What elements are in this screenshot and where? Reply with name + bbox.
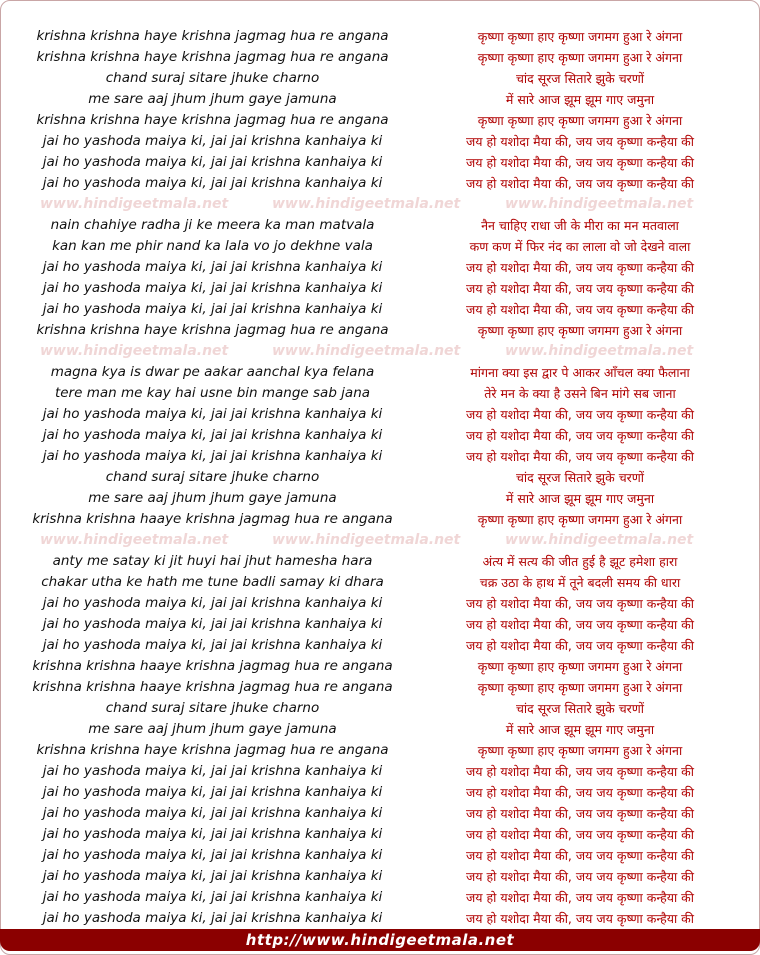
lyric-english: jai ho yashoda maiya ki, jai jai krishna kanhaiya ki (42, 763, 383, 779)
lyric-english: jai ho yashoda maiya ki, jai jai krishna kanhaiya ki (42, 784, 383, 800)
lyric-english: jai ho yashoda maiya ki, jai jai krishna kanhaiya ki (42, 595, 383, 611)
watermark-row (0, 530, 760, 551)
watermark-text: www.hindigeetmala.net (272, 343, 461, 359)
lyric-english: jai ho yashoda maiya ki, jai jai krishna kanhaiya ki (42, 427, 383, 443)
lyric-hindi: जय हो यशोदा मैया की, जय जय कृष्णा कन्हैया की (465, 617, 695, 632)
watermark-row (0, 194, 760, 215)
lyric-english: jai ho yashoda maiya ki, jai jai krishna kanhaiya ki (42, 301, 383, 317)
lyric-hindi: जय हो यशोदा मैया की, जय जय कृष्णा कन्हैया की (465, 848, 695, 863)
lyric-line (0, 635, 760, 656)
lyric-english: kan kan me phir nand ka lala vo jo dekhne vala (52, 238, 373, 254)
lyric-hindi: कृष्णा कृष्णा हाए कृष्णा जगमग हुआ रे अंगना (477, 29, 683, 44)
lyric-hindi: जय हो यशोदा मैया की, जय जय कृष्णा कन्हैया की (465, 302, 695, 317)
lyric-english: krishna krishna haye krishna jagmag hua re angana (36, 112, 389, 128)
lyric-line (0, 887, 760, 908)
lyric-hindi: जय हो यशोदा मैया की, जय जय कृष्णा कन्हैया की (465, 869, 695, 884)
lyric-english: me sare aaj jhum jhum gaye jamuna (88, 721, 337, 737)
lyric-line (0, 845, 760, 866)
lyric-hindi: चक्र उठा के हाथ में तूने बदली समय की धारा (479, 575, 681, 590)
lyric-line (0, 467, 760, 488)
lyric-english: krishna krishna haye krishna jagmag hua re angana (36, 322, 389, 338)
lyric-line (0, 257, 760, 278)
lyric-line (0, 572, 760, 593)
lyric-line (0, 803, 760, 824)
lyric-hindi: अंत्य में सत्य की जीत हुई है झूट हमेशा हारा (482, 554, 678, 569)
lyric-english: krishna krishna haaye krishna jagmag hua re angana (32, 658, 393, 674)
lyric-line (0, 152, 760, 173)
lyric-hindi: मांगना क्या इस द्वार पे आकर आँचल क्या फैलाना (470, 365, 690, 380)
lyric-english: jai ho yashoda maiya ki, jai jai krishna kanhaiya ki (42, 889, 383, 905)
lyric-hindi: कृष्णा कृष्णा हाए कृष्णा जगमग हुआ रे अंगना (477, 50, 683, 65)
lyric-line (0, 404, 760, 425)
lyric-english: jai ho yashoda maiya ki, jai jai krishna kanhaiya ki (42, 847, 383, 863)
lyric-hindi: कृष्णा कृष्णा हाए कृष्णा जगमग हुआ रे अंगना (477, 323, 683, 338)
lyric-line (0, 719, 760, 740)
lyric-hindi: जय हो यशोदा मैया की, जय जय कृष्णा कन्हैया की (465, 176, 695, 191)
lyric-line (0, 446, 760, 467)
lyric-english: krishna krishna haye krishna jagmag hua re angana (36, 742, 389, 758)
lyric-english: chakar utha ke hath me tune badli samay ki dhara (41, 574, 384, 590)
lyric-hindi: नैन चाहिए राधा जी के मीरा का मन मतवाला (481, 218, 679, 233)
watermark-text: www.hindigeetmala.net (40, 532, 229, 548)
lyric-hindi: जय हो यशोदा मैया की, जय जय कृष्णा कन्हैया की (465, 134, 695, 149)
lyric-hindi: कण कण में फिर नंद का लाला वो जो देखने वाला (469, 239, 691, 254)
lyric-line (0, 782, 760, 803)
lyric-english: me sare aaj jhum jhum gaye jamuna (88, 91, 337, 107)
lyric-line (0, 68, 760, 89)
lyric-hindi: चांद सूरज सितारे झुके चरणों (515, 71, 645, 86)
lyric-line (0, 740, 760, 761)
lyric-english: jai ho yashoda maiya ki, jai jai krishna kanhaiya ki (42, 259, 383, 275)
lyric-english: chand suraj sitare jhuke charno (105, 70, 320, 86)
lyric-line (0, 320, 760, 341)
watermark-text: www.hindigeetmala.net (505, 343, 694, 359)
lyric-line (0, 488, 760, 509)
footer-url-link[interactable]: http://www.hindigeetmala.net (245, 931, 515, 949)
lyric-english: krishna krishna haaye krishna jagmag hua re angana (32, 511, 393, 527)
lyric-english: me sare aaj jhum jhum gaye jamuna (88, 490, 337, 506)
lyric-line (0, 824, 760, 845)
lyric-line (0, 425, 760, 446)
lyric-hindi: जय हो यशोदा मैया की, जय जय कृष्णा कन्हैया की (465, 155, 695, 170)
lyric-hindi: चांद सूरज सितारे झुके चरणों (515, 701, 645, 716)
lyric-hindi: जय हो यशोदा मैया की, जय जय कृष्णा कन्हैया की (465, 449, 695, 464)
watermark-text: www.hindigeetmala.net (272, 196, 461, 212)
lyric-hindi: कृष्णा कृष्णा हाए कृष्णा जगमग हुआ रे अंगना (477, 743, 683, 758)
lyric-line (0, 278, 760, 299)
lyric-english: krishna krishna haye krishna jagmag hua re angana (36, 49, 389, 65)
lyric-line (0, 110, 760, 131)
watermark-row (0, 341, 760, 362)
lyric-english: jai ho yashoda maiya ki, jai jai krishna kanhaiya ki (42, 154, 383, 170)
lyric-english: jai ho yashoda maiya ki, jai jai krishna kanhaiya ki (42, 280, 383, 296)
lyric-hindi: जय हो यशोदा मैया की, जय जय कृष्णा कन्हैया की (465, 911, 695, 926)
lyric-english: chand suraj sitare jhuke charno (105, 700, 320, 716)
lyric-english: chand suraj sitare jhuke charno (105, 469, 320, 485)
lyric-line (0, 173, 760, 194)
lyric-hindi: कृष्णा कृष्णा हाए कृष्णा जगमग हुआ रे अंगना (477, 113, 683, 128)
lyric-hindi: जय हो यशोदा मैया की, जय जय कृष्णा कन्हैया की (465, 407, 695, 422)
lyric-english: tere man me kay hai usne bin mange sab jana (54, 385, 371, 401)
lyric-english: jai ho yashoda maiya ki, jai jai krishna kanhaiya ki (42, 406, 383, 422)
watermark-text: www.hindigeetmala.net (40, 196, 229, 212)
lyric-english: jai ho yashoda maiya ki, jai jai krishna kanhaiya ki (42, 805, 383, 821)
lyric-hindi: जय हो यशोदा मैया की, जय जय कृष्णा कन्हैया की (465, 785, 695, 800)
lyric-line (0, 89, 760, 110)
lyric-line (0, 614, 760, 635)
lyric-hindi: में सारे आज झूम झूम गाए जमुना (505, 92, 655, 107)
lyric-line (0, 26, 760, 47)
lyric-hindi: जय हो यशोदा मैया की, जय जय कृष्णा कन्हैया की (465, 764, 695, 779)
lyric-line (0, 656, 760, 677)
lyric-english: krishna krishna haaye krishna jagmag hua re angana (32, 679, 393, 695)
lyric-hindi: जय हो यशोदा मैया की, जय जय कृष्णा कन्हैया की (465, 428, 695, 443)
lyric-english: jai ho yashoda maiya ki, jai jai krishna kanhaiya ki (42, 868, 383, 884)
lyric-hindi: जय हो यशोदा मैया की, जय जय कृष्णा कन्हैया की (465, 827, 695, 842)
lyric-line (0, 215, 760, 236)
lyric-hindi: कृष्णा कृष्णा हाए कृष्णा जगमग हुआ रे अंगना (477, 512, 683, 527)
lyric-hindi: चांद सूरज सितारे झुके चरणों (515, 470, 645, 485)
lyric-english: jai ho yashoda maiya ki, jai jai krishna kanhaiya ki (42, 826, 383, 842)
lyric-hindi: जय हो यशोदा मैया की, जय जय कृष्णा कन्हैया की (465, 260, 695, 275)
lyric-line (0, 761, 760, 782)
watermark-text: www.hindigeetmala.net (272, 532, 461, 548)
lyric-line (0, 299, 760, 320)
lyric-line (0, 236, 760, 257)
lyric-line (0, 383, 760, 404)
lyric-english: jai ho yashoda maiya ki, jai jai krishna kanhaiya ki (42, 133, 383, 149)
lyric-line (0, 509, 760, 530)
lyric-english: jai ho yashoda maiya ki, jai jai krishna kanhaiya ki (42, 910, 383, 926)
lyric-line (0, 47, 760, 68)
watermark-text: www.hindigeetmala.net (40, 343, 229, 359)
lyric-line (0, 593, 760, 614)
lyric-hindi: जय हो यशोदा मैया की, जय जय कृष्णा कन्हैया की (465, 638, 695, 653)
lyric-hindi: में सारे आज झूम झूम गाए जमुना (505, 491, 655, 506)
lyric-line (0, 131, 760, 152)
lyric-english: jai ho yashoda maiya ki, jai jai krishna kanhaiya ki (42, 616, 383, 632)
lyric-line (0, 677, 760, 698)
lyric-hindi: तेरे मन के क्या है उसने बिन मांगे सब जाना (484, 386, 676, 401)
lyric-hindi: में सारे आज झूम झूम गाए जमुना (505, 722, 655, 737)
lyric-line (0, 551, 760, 572)
lyric-line (0, 908, 760, 929)
footer-bar (0, 929, 760, 951)
lyric-hindi: जय हो यशोदा मैया की, जय जय कृष्णा कन्हैया की (465, 596, 695, 611)
lyric-english: krishna krishna haye krishna jagmag hua re angana (36, 28, 389, 44)
lyric-english: jai ho yashoda maiya ki, jai jai krishna kanhaiya ki (42, 175, 383, 191)
lyric-hindi: कृष्णा कृष्णा हाए कृष्णा जगमग हुआ रे अंगना (477, 680, 683, 695)
watermark-text: www.hindigeetmala.net (505, 532, 694, 548)
lyric-hindi: जय हो यशोदा मैया की, जय जय कृष्णा कन्हैया की (465, 281, 695, 296)
lyric-english: jai ho yashoda maiya ki, jai jai krishna kanhaiya ki (42, 448, 383, 464)
lyric-line (0, 866, 760, 887)
lyric-hindi: कृष्णा कृष्णा हाए कृष्णा जगमग हुआ रे अंगना (477, 659, 683, 674)
lyric-english: magna kya is dwar pe aakar aanchal kya felana (50, 364, 375, 380)
lyric-hindi: जय हो यशोदा मैया की, जय जय कृष्णा कन्हैया की (465, 806, 695, 821)
lyrics-body (0, 26, 760, 929)
lyric-english: jai ho yashoda maiya ki, jai jai krishna kanhaiya ki (42, 637, 383, 653)
lyric-english: nain chahiye radha ji ke meera ka man matvala (50, 217, 375, 233)
watermark-text: www.hindigeetmala.net (505, 196, 694, 212)
lyric-hindi: जय हो यशोदा मैया की, जय जय कृष्णा कन्हैया की (465, 890, 695, 905)
lyric-line (0, 698, 760, 719)
lyric-english: anty me satay ki jit huyi hai jhut hamesha hara (52, 553, 373, 569)
lyric-line (0, 362, 760, 383)
